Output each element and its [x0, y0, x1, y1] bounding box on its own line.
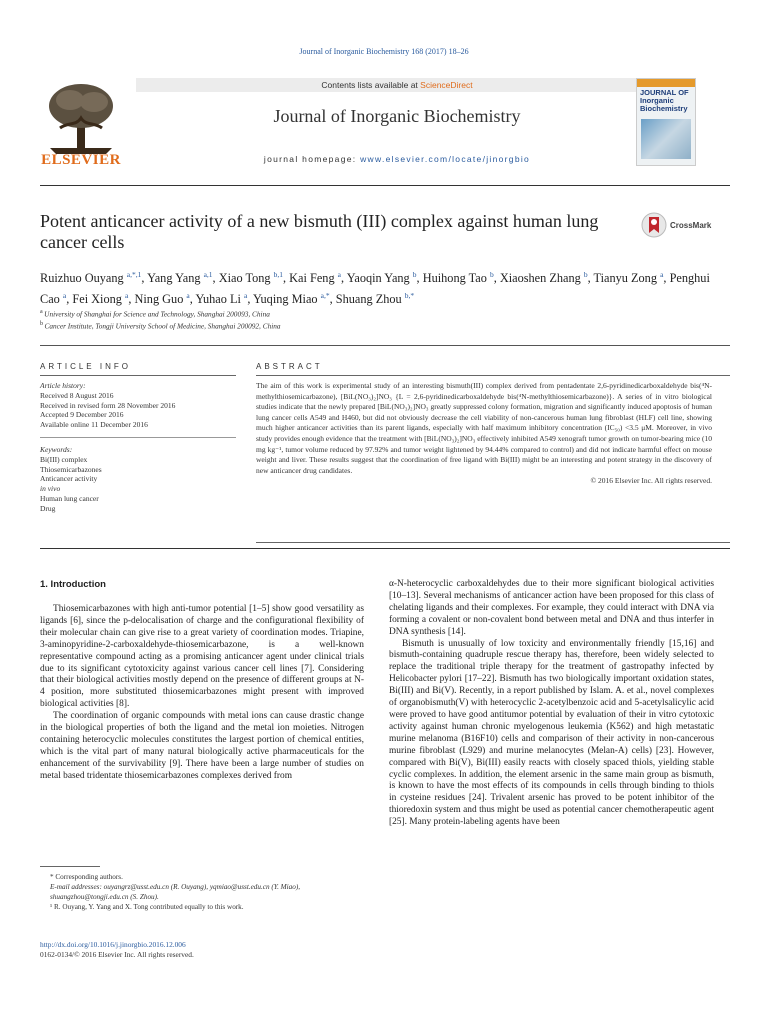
journal-title: Journal of Inorganic Biochemistry — [273, 106, 521, 126]
intro-paragraph: α-N-heterocyclic carboxaldehydes due to their more significant biological activities [10–13]. Several mechanisms of anticancer action have been proposed for this class of chelating ligands and their complexes. For example, they could interact with DNA via forming a covalent or non-covalent bond between metal and DNA and thus interfer in DNA synthesis [14]. — [389, 579, 714, 637]
intro-paragraph: Thiosemicarbazones with high anti-tumor potential [1–5] show good versatility as ligands [6], since the p-delocalisation of charge and the configurational flexibility of their molecular chain can give rise to a great variety of coordination modes. Triapine, 3-aminopyridine-2-carboxaldehyde-thiosemicarbazone, is a well-known representative compound acting as a promising anticancer agent under clinical trials due to its significant cytotoxicity against various cancer cell lines [7]. Considering that their biological activities mostly depend on the presence of different groups at N-4 position, more substituted thiosemicarbazones might present with improved biological activities [8]. — [40, 604, 364, 710]
author-name[interactable]: Ruizhuo Ouyang — [40, 271, 127, 286]
author-affiliation-marker: b — [583, 270, 588, 279]
crossmark-label: CrossMark — [670, 221, 712, 230]
author-name[interactable]: Kai Feng — [289, 271, 338, 286]
author-affiliation-marker: a,* — [320, 291, 330, 301]
keyword: Anticancer activity — [40, 474, 98, 484]
page-footer — [40, 940, 440, 960]
author-name[interactable]: Fei Xiong — [72, 292, 125, 307]
history-entry: Available online 11 December 2016 — [40, 420, 148, 430]
doi-link[interactable]: http://dx.doi.org/10.1016/j.jinorgbio.2016.12.006 — [40, 940, 186, 949]
footnote-equal-contribution: ¹ R. Ouyang, Y. Yang and X. Tong contributed equally to this work. — [50, 903, 244, 911]
author-affiliation-marker: a,1 — [203, 270, 213, 279]
intro-paragraph: The coordination of organic compounds with metal ions can cause drastic change in the biological properties of both the ligand and the metal ion moieties. Nitrogen containing heterocyclic molecules constitutes the largest portion of chemical entities, which is the vital part of many natural biologically active pharmaceuticals for the enhancement of the survivability [9]. There have been a large number of studies on metal based tridentate thiosemicarbazones complexes derived from — [40, 711, 364, 781]
contents-band — [136, 78, 658, 92]
affiliations — [40, 307, 730, 332]
author-name[interactable]: Penghui Cao — [40, 271, 710, 307]
keyword: Bi(III) complex — [40, 454, 88, 464]
author-name[interactable]: Yuqing Miao — [253, 292, 321, 307]
abstract-end-rule — [256, 542, 730, 543]
history-entry: Accepted 9 December 2016 — [40, 410, 124, 420]
author-name[interactable]: Yuhao Li — [195, 292, 244, 307]
abstract-heading: ABSTRACT — [256, 362, 323, 371]
author-affiliation-marker: b — [412, 270, 417, 279]
abstract-text: The aim of this work is experimental study of an interesting bismuth(III) complex derived from pentadentate 2,6-pyridinedicarboxaldehyde bis(⁴N-methylthiosemicarbazone), [BiL(NO₃)₂]NO₃ {L = 2,6-pyridinedicarboxaldehyde bis(⁴N-methylthiosemicarbazone)}. A series of in vitro biological studies indicate that the newly prepared [BiL(NO₃)₂]NO₃ greatly suppressed colony formation, migration and significantly induced apoptosis of human lung cancer cells A549 and H460, but did not obviously decrease the cell viability of non-cancerous human lung fibroblast (HLF) cell line, showing much higher anticancer activities than its parent ligands, especially with half maximum inhibitory concentration (IC₅₀) <3.5 μM. Moreover, in vivo study provides enough evidence that the treatment with [BiL(NO₃)₂]NO₃ effectively inhibited A549 xenograft tumor growth on tumor-bearing mice (10 mg kg⁻¹, tumor volume reduced by 97.92% and tumor weight lightened by 94.44% compared to control) and did not indicate harmful effect on mouse weight and liver. These results suggest that the coordination of free ligand with Bi(III) might be an interesting and potent strategy in the discovery of new anticancer drug candidates. — [256, 381, 712, 475]
intro-left-column — [40, 604, 364, 783]
author-affiliation-marker: b — [489, 270, 494, 279]
author-affiliation-marker: a — [660, 270, 664, 279]
article-info-heading: ARTICLE INFO — [40, 362, 131, 371]
author-affiliation-marker: a — [186, 291, 190, 301]
author-name[interactable]: Ning Guo — [134, 292, 187, 307]
homepage-link[interactable]: www.elsevier.com/locate/jinorgbio — [360, 154, 531, 164]
cover-bar — [637, 79, 695, 87]
journal-homepage — [136, 154, 658, 164]
homepage-label: journal homepage: — [263, 154, 361, 164]
author-affiliation-marker: a — [62, 291, 67, 301]
article-title: Potent anticancer activity of a new bismuth (III) complex against human lung cancer cells — [40, 211, 599, 252]
author-name[interactable]: Xiao Tong — [218, 271, 274, 286]
footnotes — [40, 872, 364, 912]
intro-heading: 1. Introduction — [40, 579, 106, 590]
author-name[interactable]: Shuang Zhou — [335, 292, 405, 307]
elsevier-wordmark: ELSEVIER — [41, 152, 121, 168]
keyword: Drug — [40, 503, 56, 513]
keyword: Human lung cancer — [40, 493, 99, 503]
abstract-copyright: © 2016 Elsevier Inc. All rights reserved. — [590, 476, 712, 486]
keywords-label: Keywords: — [40, 444, 73, 454]
author-affiliation-marker: a — [243, 291, 248, 301]
cover-title: JOURNAL OF Inorganic Biochemistry — [640, 88, 689, 113]
author-affiliation-marker: b,1 — [273, 270, 284, 279]
info-rule — [40, 375, 236, 376]
history-entry: Received 8 August 2016 — [40, 390, 114, 400]
author-affiliation-marker: a — [125, 291, 129, 301]
history-list — [40, 391, 236, 430]
author-affiliation-marker: a,*,1 — [126, 270, 142, 279]
footnote-rule — [40, 866, 100, 867]
footnote-emails[interactable]: E-mail addresses: ouyangrz@usst.edu.cn (R. Ouyang), yqmiao@usst.edu.cn (Y. Miao), shuangzhou@tongji.edu.cn (S. Zhou). — [50, 883, 301, 901]
affiliation: $^a$ University of Shanghai for Science and Technology, Shanghai 200093, China — [40, 309, 270, 319]
info-divider — [40, 437, 236, 439]
abstract-rule — [256, 375, 730, 376]
affiliation: $^b$ Cancer Institute, Tongji University School of Medicine, Shanghai 200092, China — [40, 321, 281, 331]
keyword: Thiosemicarbazones — [40, 464, 102, 474]
author-affiliation-marker: a — [337, 270, 342, 279]
author-name[interactable]: Xiaoshen Zhang — [499, 271, 584, 286]
journal-citation[interactable]: Journal of Inorganic Biochemistry 168 (2017) 18–26 — [299, 47, 469, 56]
author-list: Ruizhuo Ouyang $^{a,*,1}$, Yang Yang $^{a,1}$, Xiao Tong $^{b,1}$, Kai Feng $^a$, Yaoqin Yang $^b$, Huihong Tao $^b$, Xiaoshen Zhang $^b$, Tianyu Zong $^a$, Penghui Cao $^a$, Fei Xiong $^a$, Ning Guo $^a$, Yuhao Li $^a$, Yuqing Miao $^{a,*}$, Shuang Zhou $^{b,*}$ — [40, 270, 710, 307]
affiliation-rule — [40, 345, 730, 346]
journal-header — [40, 78, 730, 178]
front-matter-rule — [40, 548, 730, 549]
history-label: Article history: — [40, 381, 86, 390]
cover-image — [641, 119, 691, 159]
author-name[interactable]: Yang Yang — [147, 271, 204, 286]
intro-right-column — [389, 579, 714, 829]
author-affiliation-marker: b,* — [404, 291, 415, 301]
author-name[interactable]: Yaoqin Yang — [346, 271, 413, 286]
keyword-list — [40, 455, 236, 514]
intro-paragraph: Bismuth is unusually of low toxicity and environmentally friendly [15,16] and bismuth-containing quadruple rescue therapy has, therefore, been widely selected to replace the traditional triple therapy for the treatment of gastropathy infected by Helicobacter pylori [17–22]. Bismuth has two biologically important oxidation states, Bi(III) and Bi(V). Recently, in a report published by Islam. A. et al., novel complexes of organobismuth(V) with heterocyclic 2-acetylbenzoic acid and 5-acetylsalicylic acid were proved to have good antitumor potential by evaluation of their in vitro cytotoxic activity against human chronic myelogenous leukemia (K562) and high metastatic murine melanoma (B16F10) cells and comparison of their activity in non-cancerous murine fibroblast (L929) and murine melanocytes (Melan-A) cells) [23]. However, compared with Bi(V), Bi(III) easily reacts with closely spaced thiols, yielding stable cyclic complexes. In addition, the element arsenic in the same main group as bismuth, is known to have the most effects of its compounds in cells through binding to thiols in cysteine residues [24]. Trivalent arsenic has proved to be potent inhibitor of the thioredoxin system and thus might be used as potential cancer chemotherapeutic agent [25]. Many protein-labeling agents have been — [389, 638, 714, 828]
author-name[interactable]: Tianyu Zong — [593, 271, 661, 286]
sciencedirect-link[interactable]: ScienceDirect — [420, 80, 473, 90]
history-entry: Received in revised form 28 November 2016 — [40, 400, 176, 410]
issn-copyright: 0162-0134/© 2016 Elsevier Inc. All rights reserved. — [40, 950, 194, 960]
footnote-corresponding: * Corresponding authors. — [50, 873, 123, 881]
author-name[interactable]: Huihong Tao — [422, 271, 490, 286]
journal-cover-thumbnail[interactable] — [636, 78, 696, 166]
header-rule — [40, 185, 730, 186]
keyword: in vivo — [40, 484, 61, 494]
abstract — [256, 381, 712, 487]
crossmark-icon — [641, 212, 667, 240]
article-info — [40, 381, 236, 514]
contents-text: Contents lists available at — [321, 80, 421, 90]
crossmark-badge[interactable] — [641, 212, 731, 240]
